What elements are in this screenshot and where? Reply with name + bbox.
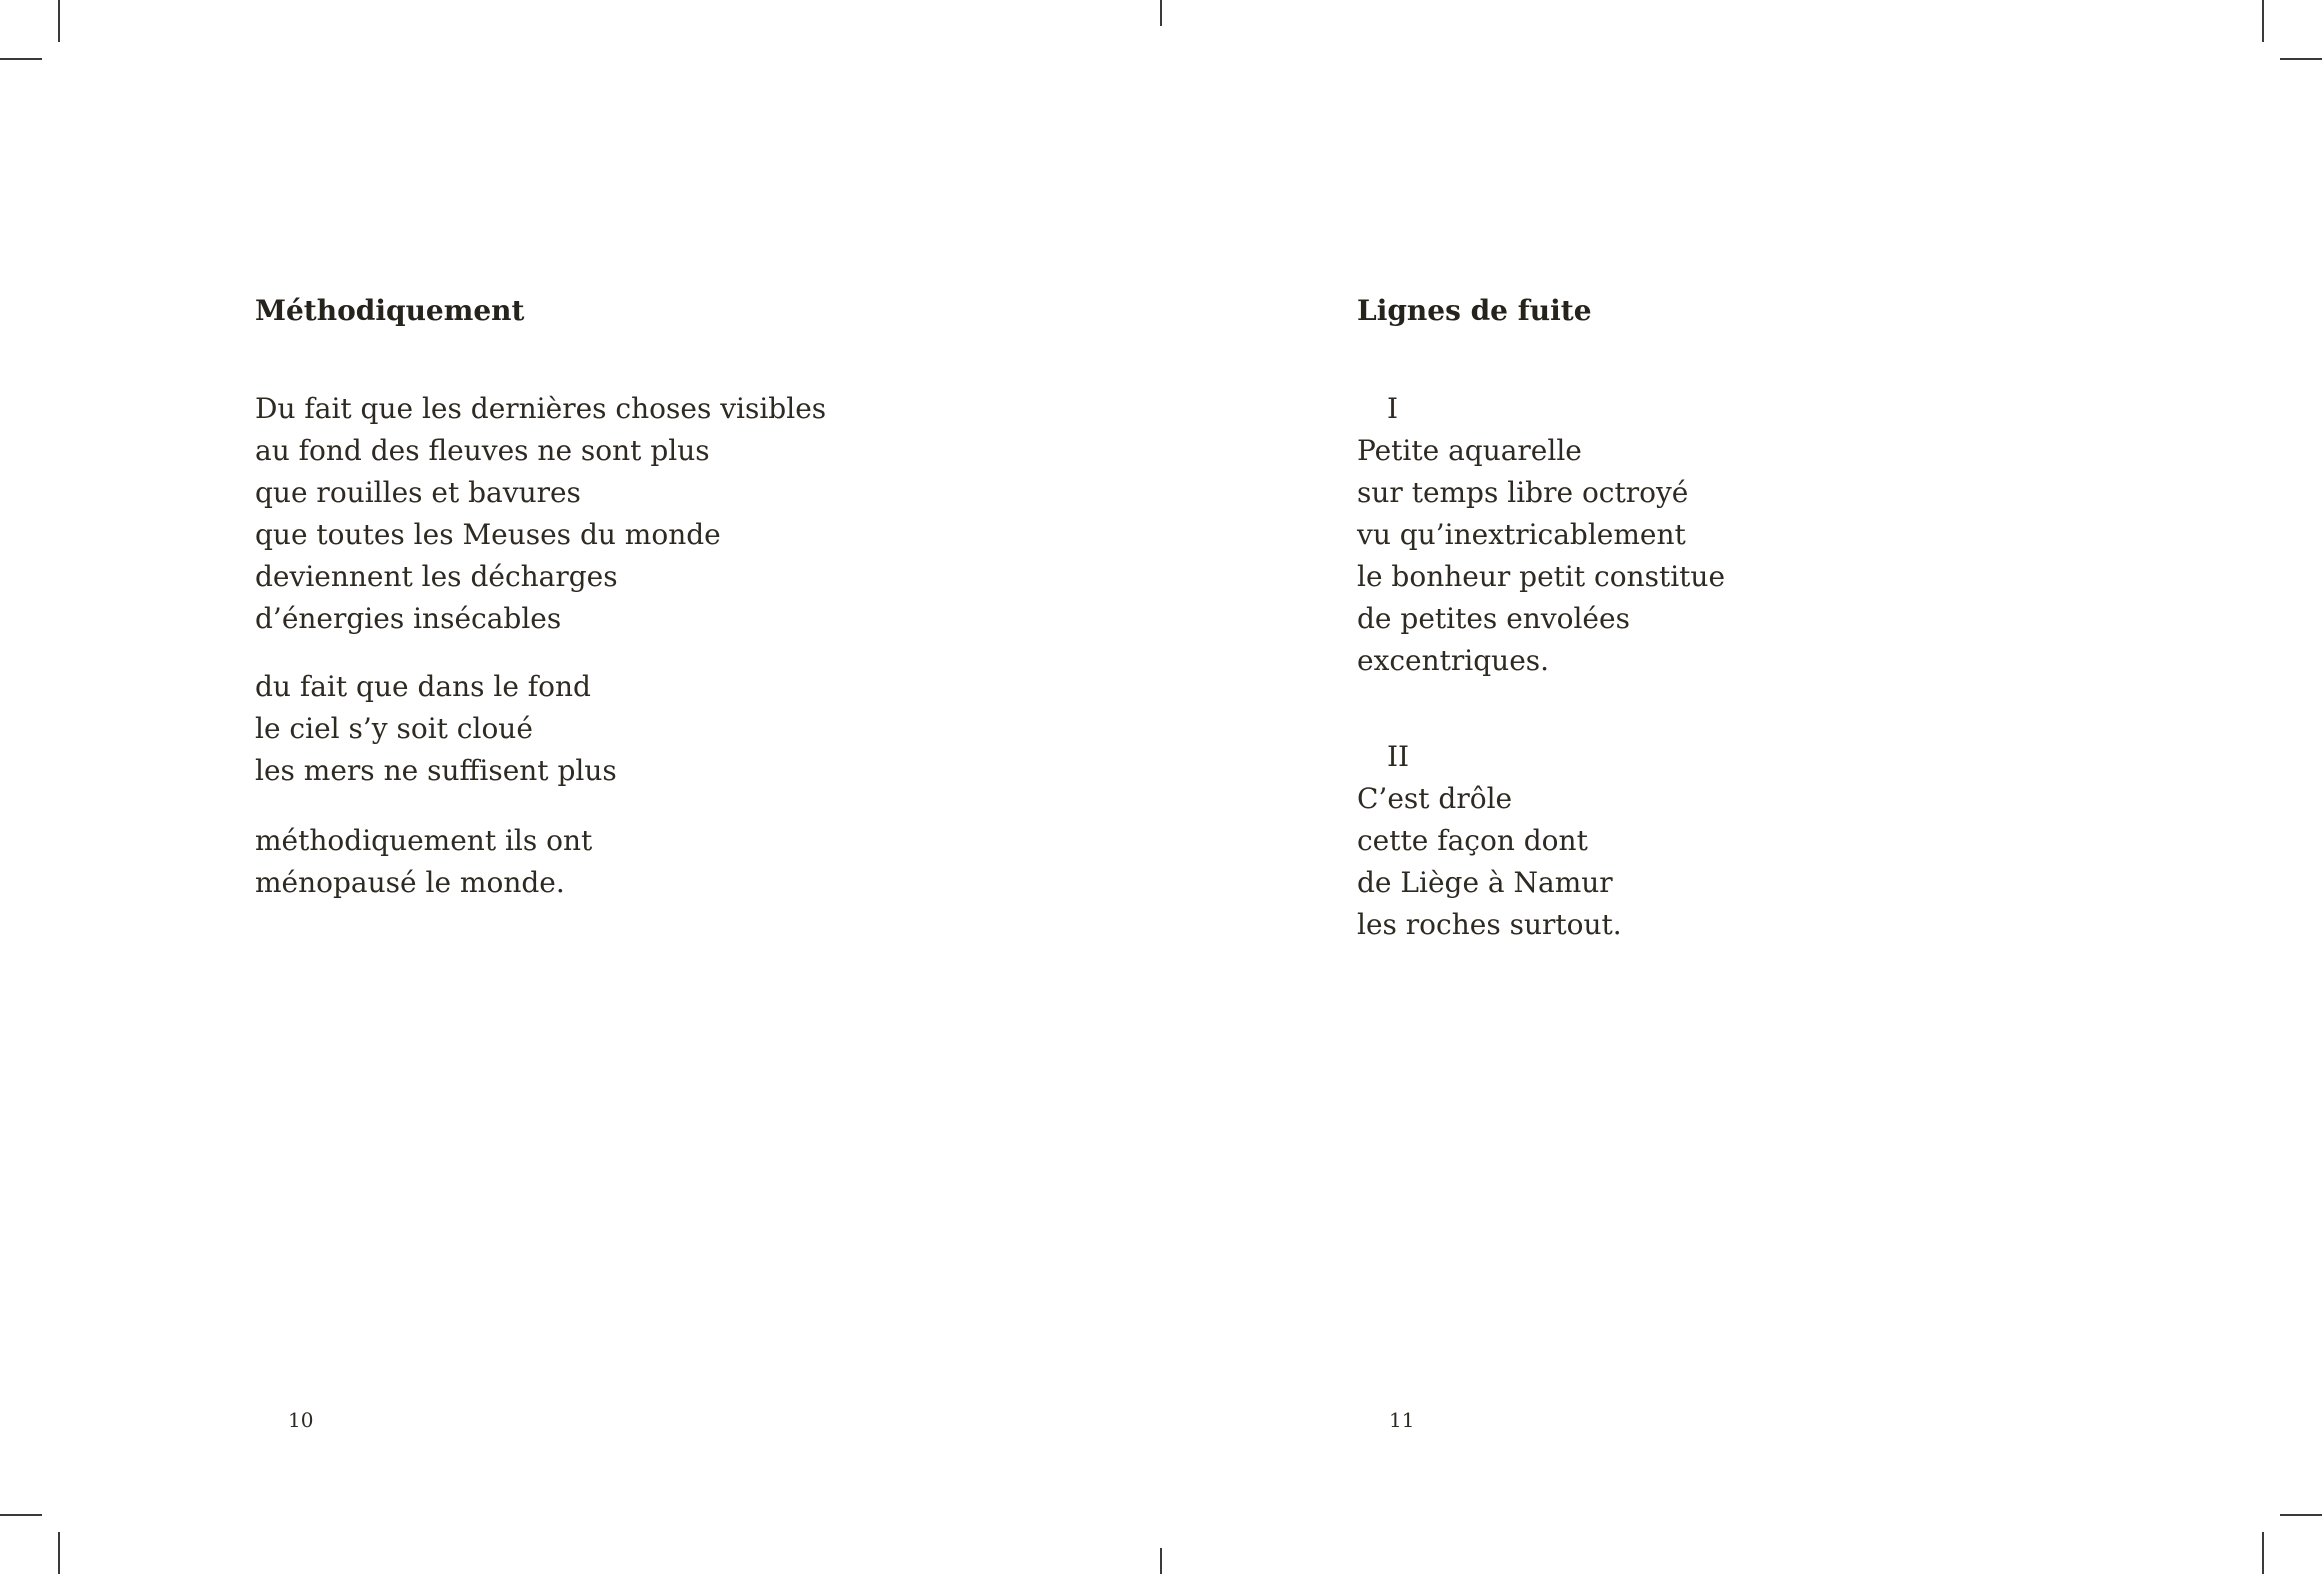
verse-line: vu qu’inextricablement (1357, 518, 1686, 551)
verse-line: de Liège à Namur (1357, 866, 1613, 899)
crop-mark (2280, 1514, 2322, 1516)
section-numeral: I (1387, 392, 1399, 425)
verse-line: les roches surtout. (1357, 908, 1622, 941)
stanza (255, 388, 826, 640)
verse-line: du fait que dans le fond (255, 670, 591, 703)
verse-line: sur temps libre octroyé (1357, 476, 1689, 509)
crop-mark (0, 58, 42, 60)
crop-mark (58, 0, 60, 42)
page-number: 11 (1389, 1408, 1415, 1432)
verse-line: de petites envolées (1357, 602, 1630, 635)
verse-line: les mers ne suffisent plus (255, 754, 617, 787)
verse-line: Du fait que les dernières choses visibles (255, 392, 827, 425)
verse-line: que toutes les Meuses du monde (255, 518, 721, 551)
poem-title: Lignes de fuite (1357, 294, 1592, 327)
crop-mark (1160, 1548, 1162, 1574)
verse-line: cette façon dont (1357, 824, 1588, 857)
poem-title: Méthodiquement (255, 294, 525, 327)
verse-line: que rouilles et bavures (255, 476, 581, 509)
crop-mark (58, 1532, 60, 1574)
verse-line: d’énergies insécables (255, 602, 562, 635)
crop-mark (2262, 1532, 2264, 1574)
verse-line: deviennent les décharges (255, 560, 618, 593)
page-number: 10 (288, 1408, 314, 1432)
section-numeral: II (1387, 740, 1410, 773)
verse-line: au fond des fleuves ne sont plus (255, 434, 710, 467)
verse-line: méthodiquement ils ont (255, 824, 593, 857)
crop-mark (2280, 58, 2322, 60)
verse-line: le ciel s’y soit cloué (255, 712, 533, 745)
verse-line: C’est drôle (1357, 782, 1513, 815)
stanza (1357, 430, 1725, 682)
crop-mark (2262, 0, 2264, 42)
verse-line: excentriques. (1357, 644, 1550, 677)
verse-line: ménopausé le monde. (255, 866, 565, 899)
stanza (255, 666, 617, 792)
verse-line: Petite aquarelle (1357, 434, 1582, 467)
crop-mark (1160, 0, 1162, 26)
crop-mark (0, 1514, 42, 1516)
verse-line: le bonheur petit constitue (1357, 560, 1726, 593)
stanza (255, 820, 592, 904)
stanza (1357, 778, 1622, 946)
